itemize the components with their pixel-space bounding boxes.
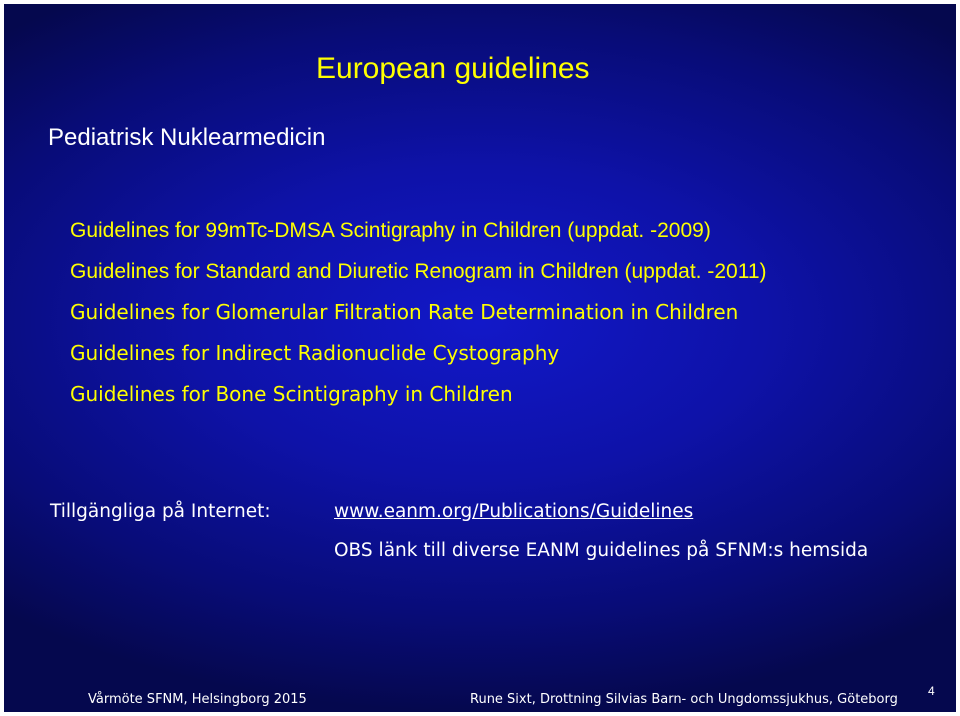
eanm-guidelines-link[interactable]: www.eanm.org/Publications/Guidelines	[334, 501, 694, 522]
guideline-item-bone-scintigraphy: Guidelines for Bone Scintigraphy in Children	[70, 382, 513, 406]
guideline-item-gfr: Guidelines for Glomerular Filtration Rate Determination in Children	[70, 300, 739, 324]
slide	[4, 4, 956, 712]
guidelines-list	[70, 210, 767, 415]
availability-label: Tillgängliga på Internet:	[50, 501, 271, 522]
guideline-item-renogram: Guidelines for Standard and Diuretic Renogram in Children (uppdat. -2011)	[70, 260, 767, 283]
guideline-item-dmsa: Guidelines for 99mTc-DMSA Scintigraphy in Children (uppdat. -2009)	[70, 219, 711, 242]
slide-subtitle: Pediatrisk Nuklearmedicin	[48, 124, 326, 151]
obs-note: OBS länk till diverse EANM guidelines på SFNM:s hemsida	[334, 540, 869, 561]
page-number: 4	[928, 684, 935, 698]
footer-author: Rune Sixt, Drottning Silvias Barn- och Ungdomssjukhus, Göteborg	[470, 692, 898, 707]
slide-title: European guidelines	[316, 52, 590, 85]
guideline-item-cystography: Guidelines for Indirect Radionuclide Cystography	[70, 341, 560, 365]
footer-event: Vårmöte SFNM, Helsingborg 2015	[88, 692, 307, 707]
